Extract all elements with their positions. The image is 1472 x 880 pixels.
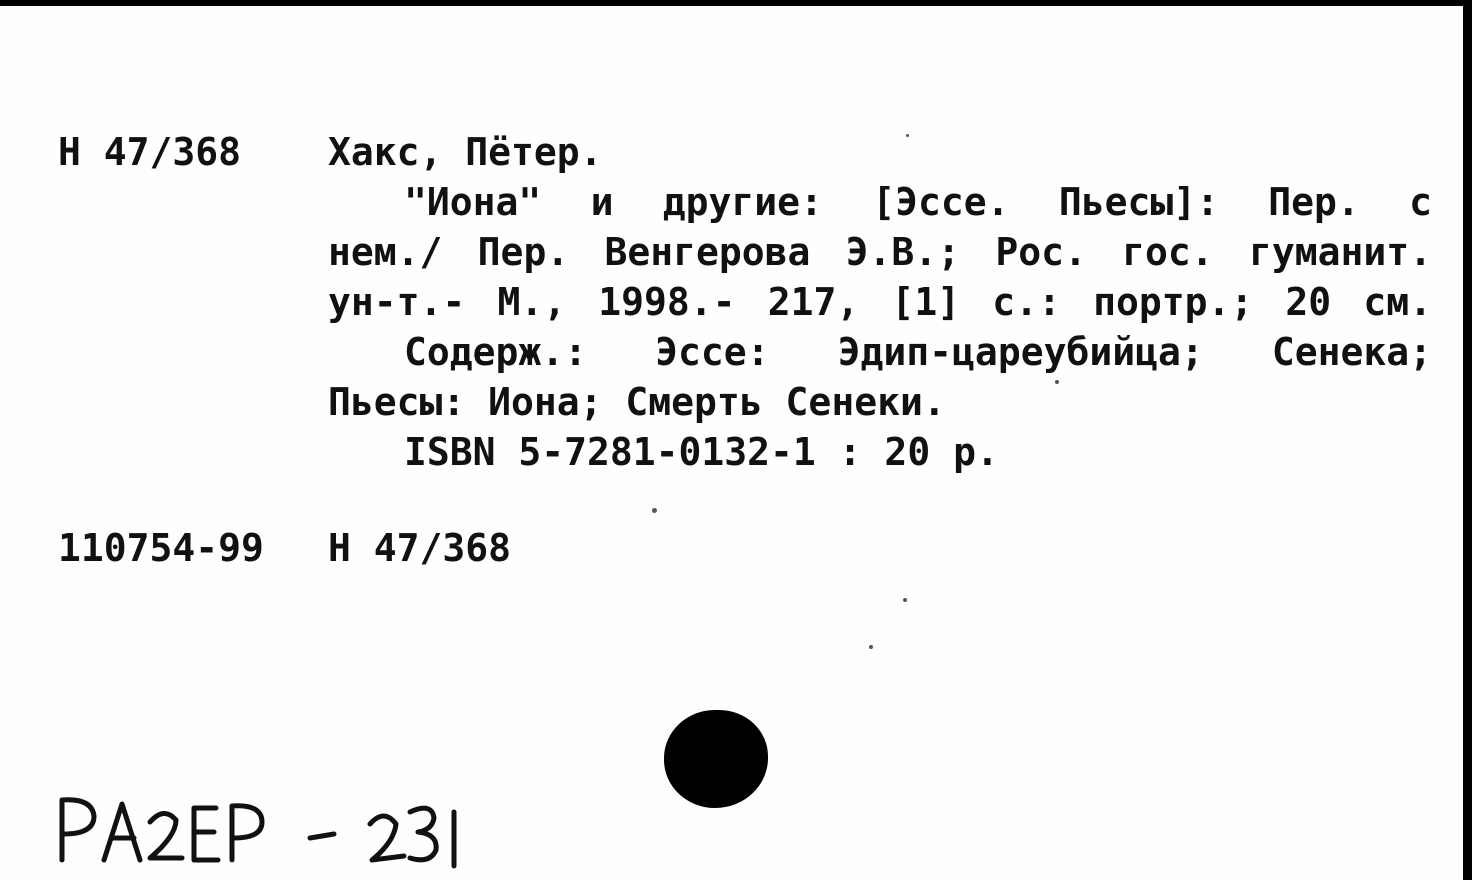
scan-speck [652,508,657,513]
scan-speck [903,598,907,602]
contents-line: Пьесы: Иона; Смерть Сенеки. [328,380,946,424]
inventory-number: 110754-99 [58,526,264,570]
description-line: "Иона" и другие: [Эссе. Пьесы]: Пер. с [404,180,1432,224]
scan-speck [869,645,873,649]
scan-speck [1055,380,1059,384]
description-line: нем./ Пер. Венгерова Э.В.; Рос. гос. гуманит. [328,230,1432,274]
contents-line: Содерж.: Эссе: Эдип-цареубийца; Сенека; [404,330,1432,374]
author-heading: Хакс, Пётер. [328,130,603,174]
inventory-shelfmark: Н 47/368 [328,526,512,570]
isbn-line: ISBN 5-7281-0132-1 : 20 р. [404,430,999,474]
shelfmark: Н 47/368 [58,130,242,174]
description-line: ун-т.- М., 1998.- 217, [1] с.: портр.; 20 см. [328,280,1432,324]
scan-speck [906,134,909,137]
